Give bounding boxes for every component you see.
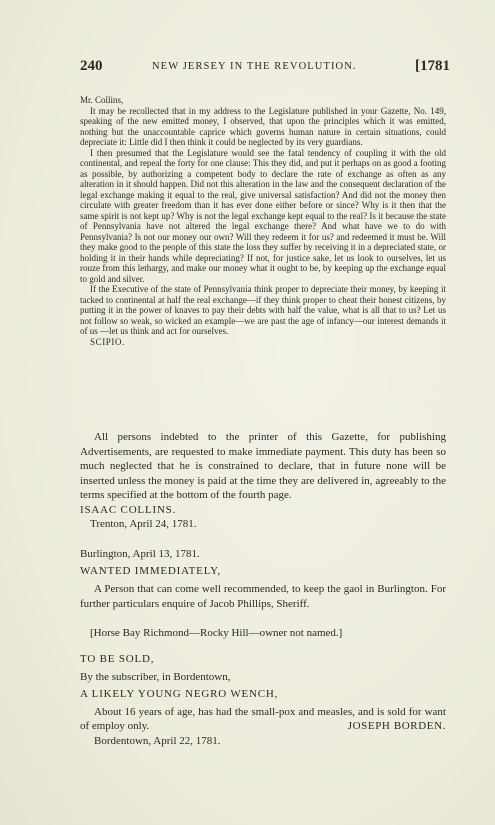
letter-signature: SCIPIO. <box>90 336 125 347</box>
running-title: NEW JERSEY IN THE REVOLUTION. <box>152 61 357 72</box>
sale-notice-heading: TO BE SOLD, <box>80 653 155 665</box>
gaol-notice-dateline: Burlington, April 13, 1781. <box>80 548 200 560</box>
scipio-letter <box>80 95 446 347</box>
sale-notice-body: About 16 years of age, has had the small-pox and measles, and is sold for want of employ only. <box>80 705 446 732</box>
letter-salutation: Mr. Collins, <box>80 95 124 105</box>
sale-notice-dateline: Bordentown, April 22, 1781. <box>94 734 221 747</box>
sale-notice-item: A LIKELY YOUNG NEGRO WENCH, <box>80 688 279 700</box>
page-number: 240 <box>80 58 103 74</box>
letter-paragraph-3: If the Executive of the state of Pennsylvania think proper to depreciate their money, by keeping it tacked to continental at half the real exchange—if they think proper to cheat their honest citizens, by putting it in the power of knaves to pay their debts with half the value, what is all that to us? Let us not follow so weak, so wicked an example—we are past the age of infancy—our interest demands it of us —let us think and act for ourselves. <box>80 284 446 336</box>
sale-notice-body-line <box>80 705 446 734</box>
printer-notice-signature: ISAAC COLLINS. <box>80 503 177 516</box>
gaol-notice <box>80 547 446 611</box>
horse-notice <box>80 626 446 641</box>
horse-notice-text: [Horse Bay Richmond—Rocky Hill—owner not named.] <box>90 627 343 639</box>
printer-notice-body: All persons indebted to the printer of this Gazette, for publishing Advertisements, are requested to make immediate payment. This duty has been so much neglected that he is constrained to declare, that in future none will be inserted unless the money is paid at the time they are delivered in, agreeably to the terms specified at the bottom of the fourth page. <box>80 431 446 501</box>
sale-notice-signature: JOSEPH BORDEN. <box>347 720 446 732</box>
letter-paragraph-2: I then presumed that the Legislature would see the fatal tendency of coupling it with the old continental, and repeal the forty for one clause: This they did, and put it perhaps on as good a footing as possible, by authorizing a competent body to declare the rate of exchange as often as any alteration in it should happen. Did not this alteration in the law and the consequent declaration of the legal exchange making it equal to the real, give universal satisfaction? And did not the money then circulate with greater freedom than it has ever done either before or since? Why is it then that the same spirit is not kept up? Why is not the legal exchange kept equal to the real? Is it because the state of Pennsylvania have not altered the legal exchange there? And what have we to do with Pennsylvania? Is not our money our own? Will they redeem it for us? and redeemed it must be. Will they make good to the people of this state the loss they suffer by receiving it in a depreciated state, or holding it in their hands while depreciating? If not, for justice sake, let us look to ourselves, let us rouze from this lethargy, and make our money what it ought to be, by keeping up the exchange equal to gold and silver. <box>80 147 446 284</box>
letter-paragraph-1: It may be recollected that in my address to the Legislature published in your Gazette, No. 149, speaking of the new emitted money, I observed, that upon the principles which it was emitted, nothing but the unaccountable caprice which governs human nature in certain situations, could depreciate it: Little did I then think it could be neglected by its very guardians. <box>80 105 446 147</box>
printer-notice <box>80 430 446 532</box>
page-header <box>80 58 450 78</box>
sale-notice-subheading: By the subscriber, in Bordentown, <box>80 670 231 683</box>
gaol-notice-body: A Person that can come well recommended, to keep the gaol in Burlington. For further particulars enquire of Jacob Phillips, Sheriff. <box>80 583 446 610</box>
printer-notice-dateline: Trenton, April 24, 1781. <box>90 518 197 530</box>
sale-notice <box>80 652 446 748</box>
gaol-notice-heading: WANTED IMMEDIATELY, <box>80 564 221 577</box>
year-marker: [1781 <box>415 58 450 74</box>
